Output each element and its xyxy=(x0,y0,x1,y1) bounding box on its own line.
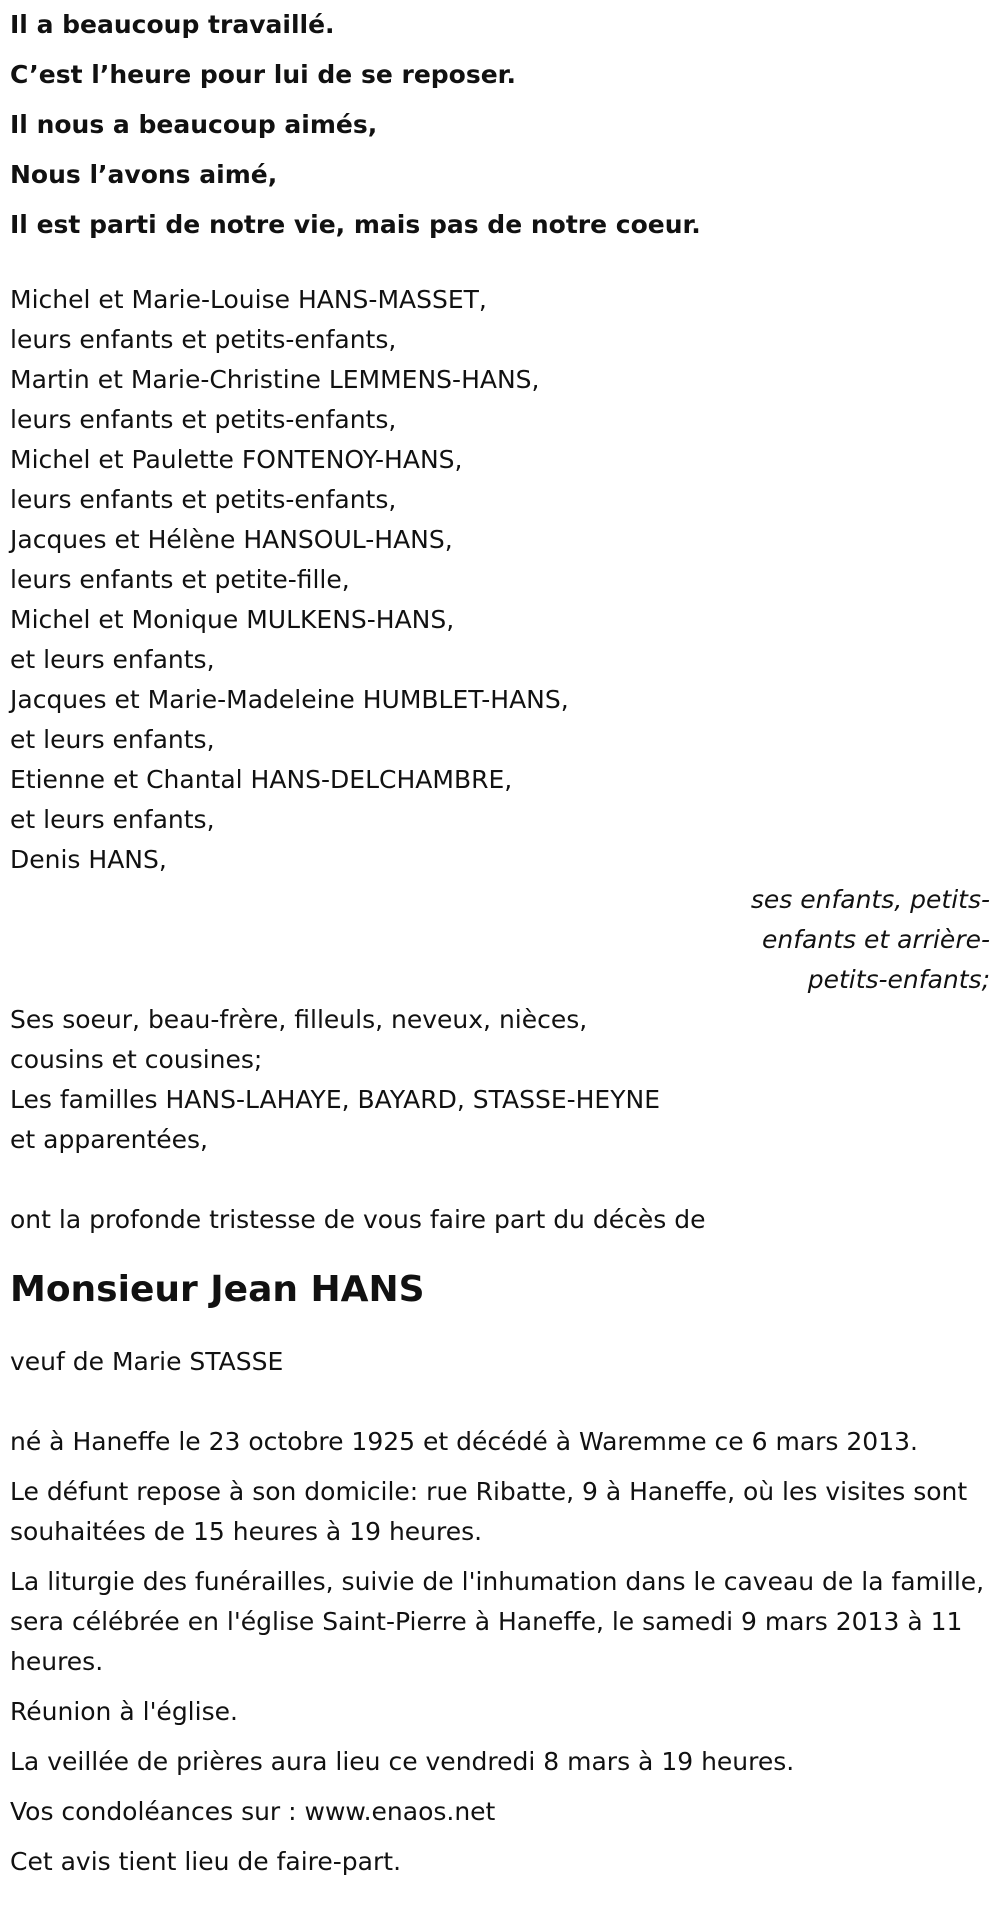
family-line: et leurs enfants, xyxy=(10,645,215,674)
poem-line: Il est parti de notre vie, mais pas de notre coeur. xyxy=(10,210,701,239)
family-line: et leurs enfants, xyxy=(10,725,215,754)
descendants-line: ses enfants, petits- xyxy=(750,885,990,914)
announcement-text: ont la profonde tristesse de vous faire part du décès de xyxy=(10,1205,706,1234)
family-line: leurs enfants et petits-enfants, xyxy=(10,485,397,514)
family-line: Denis HANS, xyxy=(10,845,167,874)
descendants-line: enfants et arrière- xyxy=(762,925,990,954)
family-line: Michel et Marie-Louise HANS-MASSET, xyxy=(10,285,487,314)
family-line: Martin et Marie-Christine LEMMENS-HANS, xyxy=(10,365,540,394)
condolences-paragraph: Vos condoléances sur : www.enaos.net xyxy=(10,1797,496,1826)
family-line: Jacques et Hélène HANSOUL-HANS, xyxy=(10,525,453,554)
visitation-paragraph: Le défunt repose à son domicile: rue Ribatte, 9 à Haneffe, où les visites sont souhaitées de 15 heures à 19 heures. xyxy=(10,1477,968,1546)
descendants-line: petits-enfants; xyxy=(807,965,990,994)
family-line: Jacques et Marie-Madeleine HUMBLET-HANS, xyxy=(10,685,569,714)
family-line: Michel et Monique MULKENS-HANS, xyxy=(10,605,455,634)
funeral-paragraph: La liturgie des funérailles, suivie de l'inhumation dans le caveau de la famille, sera célébrée en l'église Saint-Pierre à Haneffe, le samedi 9 mars 2013 à 11 heures. xyxy=(10,1567,985,1676)
relatives-line: Les familles HANS-LAHAYE, BAYARD, STASSE-HEYNE xyxy=(10,1085,660,1114)
poem-line: Il a beaucoup travaillé. xyxy=(10,10,335,39)
family-line: leurs enfants et petits-enfants, xyxy=(10,325,397,354)
vigil-paragraph: La veillée de prières aura lieu ce vendredi 8 mars à 19 heures. xyxy=(10,1747,795,1776)
relatives-line: cousins et cousines; xyxy=(10,1045,263,1074)
family-line: leurs enfants et petite-fille, xyxy=(10,565,350,594)
family-list xyxy=(10,280,990,880)
poem-line: Il nous a beaucoup aimés, xyxy=(10,110,378,139)
relatives-list xyxy=(10,1000,990,1160)
reunion-paragraph: Réunion à l'église. xyxy=(10,1697,238,1726)
birth-death-paragraph: né à Haneffe le 23 octobre 1925 et décédé à Waremme ce 6 mars 2013. xyxy=(10,1427,918,1456)
poem xyxy=(10,0,990,250)
deceased-name: Monsieur Jean HANS xyxy=(10,1269,425,1310)
details-section xyxy=(10,1422,990,1882)
family-line: leurs enfants et petits-enfants, xyxy=(10,405,397,434)
family-line: et leurs enfants, xyxy=(10,805,215,834)
family-line: Etienne et Chantal HANS-DELCHAMBRE, xyxy=(10,765,513,794)
relatives-line: et apparentées, xyxy=(10,1125,208,1154)
widower-line: veuf de Marie STASSE xyxy=(10,1347,284,1376)
relatives-line: Ses soeur, beau-frère, filleuls, neveux, nièces, xyxy=(10,1005,588,1034)
descendants-note xyxy=(690,880,990,1000)
poem-line: C’est l’heure pour lui de se reposer. xyxy=(10,60,516,89)
poem-line: Nous l’avons aimé, xyxy=(10,160,278,189)
notice-paragraph: Cet avis tient lieu de faire-part. xyxy=(10,1847,402,1876)
family-line: Michel et Paulette FONTENOY-HANS, xyxy=(10,445,463,474)
